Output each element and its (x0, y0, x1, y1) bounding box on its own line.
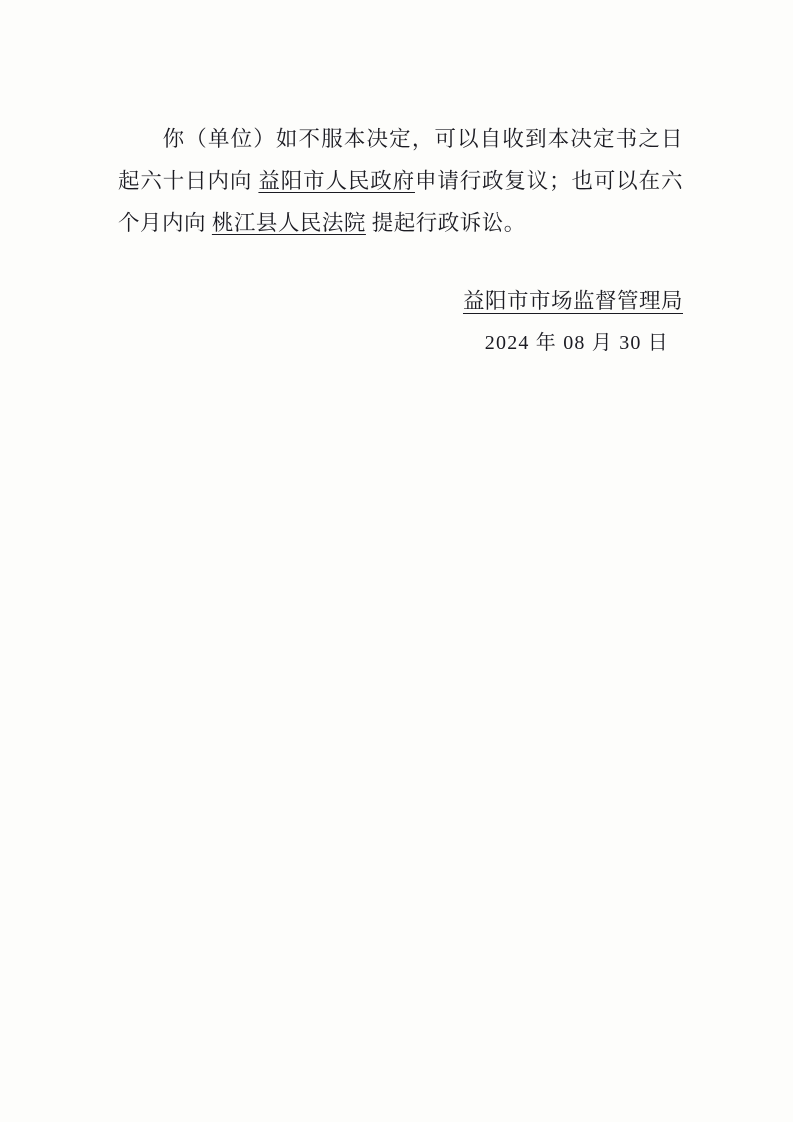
run-text-2: 申请行政复议；也可以在六个月内向 (118, 168, 683, 235)
signature-organization: 益阳市市场监督管理局 (462, 289, 683, 313)
signature-block (118, 282, 691, 362)
run-underlined-authority-court: 桃江县人民法院 (211, 210, 366, 235)
paragraph-appeal-notice (118, 118, 683, 244)
signature-date: 2024 年 08 月 30 日 (484, 332, 669, 354)
run-underlined-authority-government: 益阳市人民政府 (258, 168, 415, 193)
run-text-1: 你（单位）如不服本决定，可以自收到本决定书之日起六十日内向 (118, 126, 683, 193)
document-body (118, 96, 683, 265)
run-text-3: 提起行政诉讼。 (365, 210, 526, 235)
